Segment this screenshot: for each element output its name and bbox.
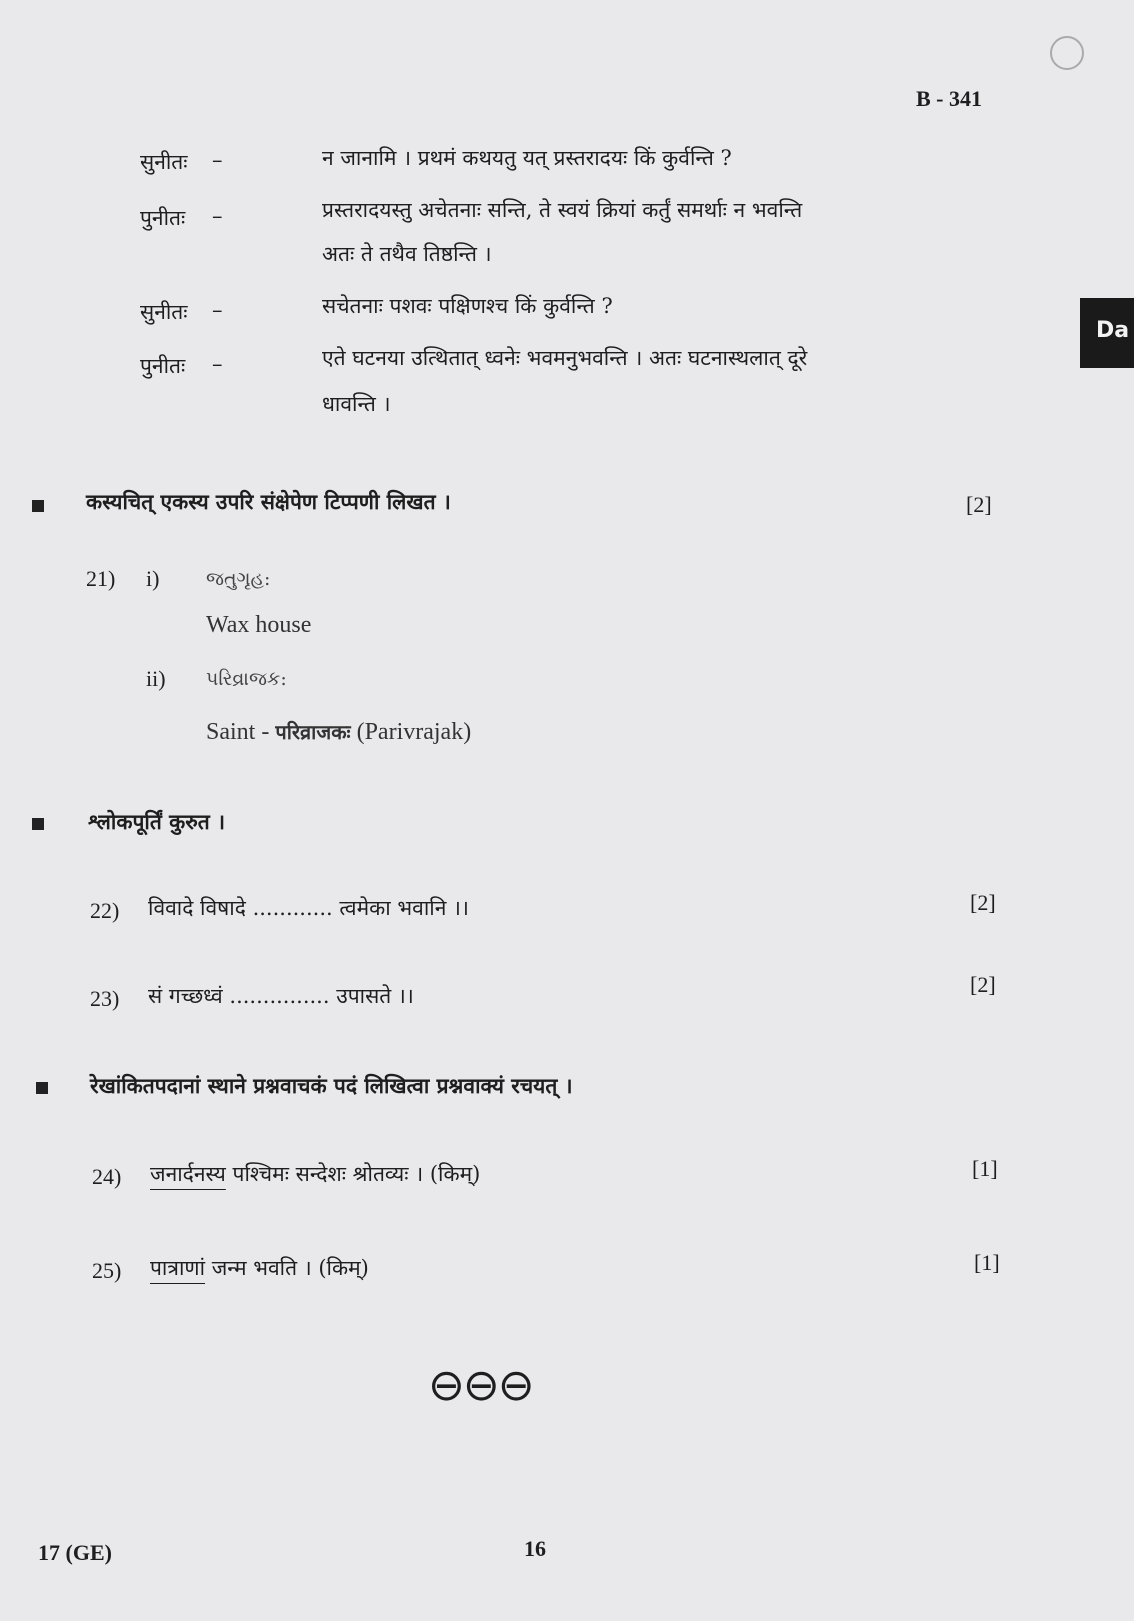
question-number: 21) (86, 566, 116, 591)
side-tab-label: Da (1096, 318, 1130, 343)
answer-prefix: Saint - (206, 719, 276, 745)
gujarati-term: પરિવ્રાજક: (206, 668, 287, 690)
dialogue-line: प्रस्तरादयस्तु अचेतनाः सन्ति, ते स्वयं क्रियां कर्तुं समर्थाः न भवन्ति (322, 198, 803, 222)
marks-label: [2] (970, 890, 996, 915)
underlined-word: जनार्दनस्य (150, 1162, 226, 1186)
section-bullet (32, 818, 44, 830)
answer-text: Wax house (206, 612, 312, 638)
dialogue-line: एते घटनया उत्थितात् ध्वनेः भवमनुभवन्ति । अतः घटनास्थलात् दूरे (322, 346, 808, 370)
marks-label: [2] (970, 972, 996, 997)
answer-devanagari: परिव्राजकः (275, 720, 351, 744)
marks-label: [1] (974, 1250, 1000, 1275)
dialogue-line: न जानामि । प्रथमं कथयतु यत् प्रस्तरादयः किं कुर्वन्ति ? (322, 146, 732, 170)
speaker-dash: – (212, 352, 223, 376)
footer-code: 17 (GE) (38, 1540, 112, 1565)
question-text: विवादे विषादे ............ त्वमेका भवानि ।। (148, 896, 469, 920)
question-rest: जन्म भवति । (किम्) (205, 1256, 369, 1280)
speaker-name: पुनीतः (140, 206, 186, 230)
sub-question-number: i) (146, 566, 160, 591)
question-number: 24) (92, 1164, 122, 1189)
speaker-dash: – (212, 148, 223, 172)
speaker-dash: – (212, 204, 223, 228)
side-tab (1080, 298, 1134, 368)
question-number: 25) (92, 1258, 122, 1283)
end-of-paper-symbol: ⊖⊖⊖ (428, 1360, 533, 1411)
speaker-name: पुनीतः (140, 354, 186, 378)
section-heading: कस्यचित् एकस्य उपरि संक्षेपेण टिप्पणी लिखत । (86, 489, 451, 514)
answer-suffix: (Parivrajak) (350, 719, 472, 745)
question-text: सं गच्छध्वं ............... उपासते ।। (148, 984, 414, 1008)
dialogue-line: धावन्ति । (322, 392, 391, 416)
answer-text (206, 718, 471, 746)
paper-code: B - 341 (916, 86, 982, 111)
gujarati-term: જતુગૃહ: (206, 568, 271, 590)
speaker-dash: – (212, 298, 223, 322)
question-number: 23) (90, 986, 120, 1011)
sub-question-number: ii) (146, 666, 166, 691)
dialogue-line: सचेतनाः पशवः पक्षिणश्च किं कुर्वन्ति ? (322, 294, 613, 318)
marks-label: [1] (972, 1156, 998, 1181)
speaker-name: सुनीतः (140, 150, 188, 174)
section-heading: श्लोकपूर्तिं कुरुत । (88, 809, 226, 834)
question-text (150, 1254, 369, 1282)
question-text (150, 1160, 480, 1188)
underlined-word: पात्राणां (150, 1256, 206, 1280)
question-number: 22) (90, 898, 120, 923)
speaker-name: सुनीतः (140, 300, 188, 324)
page-number: 16 (524, 1536, 546, 1561)
section-heading: रेखांकितपदानां स्थाने प्रश्नवाचकं पदं लिखित्वा प्रश्नवाक्यं रचयत् । (90, 1073, 573, 1098)
marks-label: [2] (966, 492, 992, 517)
punch-hole-mark (1050, 36, 1084, 70)
question-rest: पश्चिमः सन्देशः श्रोतव्यः । (किम्) (225, 1162, 481, 1186)
dialogue-line: अतः ते तथैव तिष्ठन्ति । (322, 242, 492, 266)
section-bullet (32, 500, 44, 512)
section-bullet (36, 1082, 48, 1094)
